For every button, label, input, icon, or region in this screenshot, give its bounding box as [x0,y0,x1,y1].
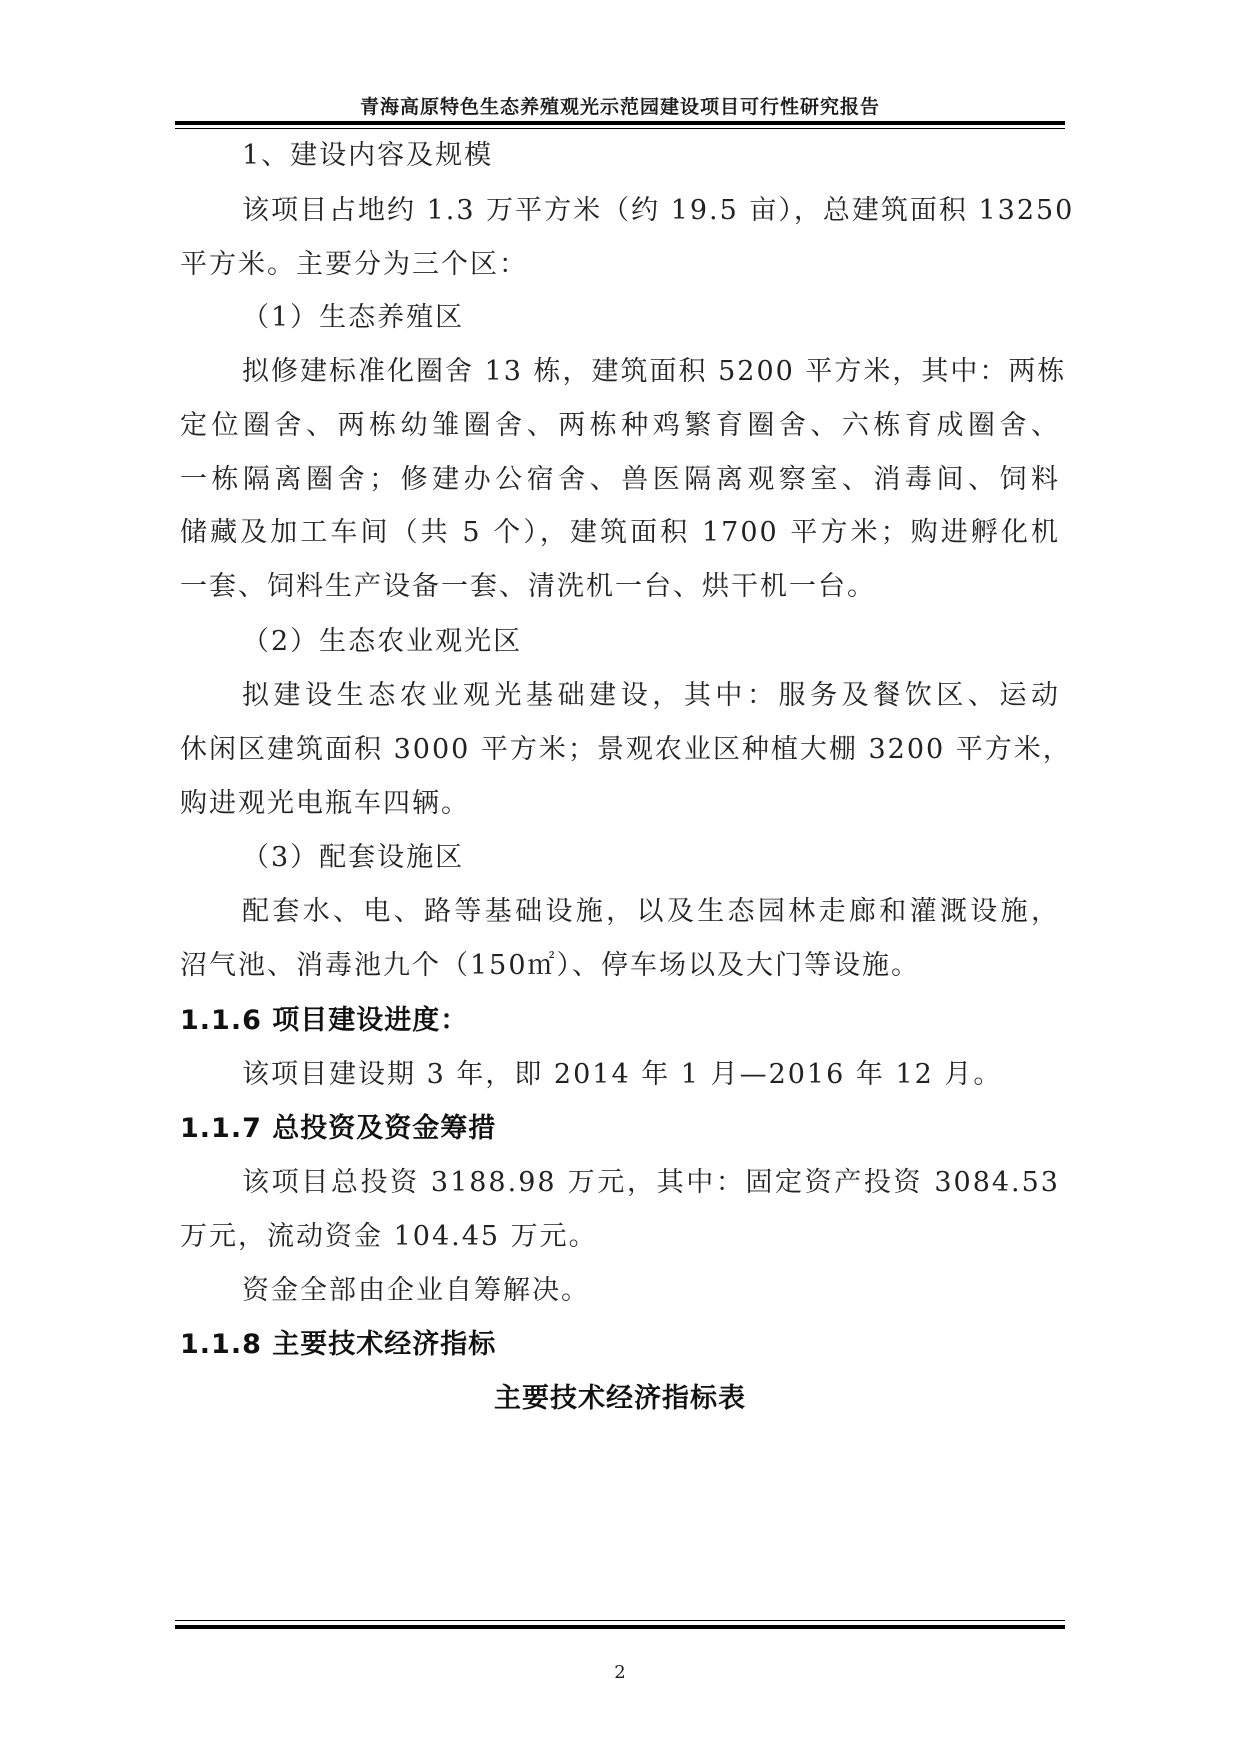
paragraph-line: 沼气池、消毒池九个（150㎡）、停车场以及大门等设施。 [180,950,921,981]
paragraph-line: 储藏及加工车间（共 5 个），建筑面积 1700 平方米；购进孵化机 [180,517,1060,548]
page-header-title: 青海高原特色生态养殖观光示范园建设项目可行性研究报告 [359,96,880,118]
paragraph-line: 该项目建设期 3 年，即 2014 年 1 月—2016 年 12 月。 [242,1059,1003,1090]
zone-title-breeding: （1）生态养殖区 [242,302,465,333]
paragraph-line: 资金全部由企业自筹解决。 [242,1275,590,1306]
paragraph-line: 平方米。主要分为三个区： [180,249,528,280]
heading-1-1-6: 1.1.6 项目建设进度： [180,1005,469,1036]
section-title-construction: 1、建设内容及规模 [242,140,494,171]
paragraph-line: 该项目占地约 1.3 万平方米（约 19.5 亩），总建筑面积 13250 [242,195,1075,226]
paragraph-line: 拟修建标准化圈舍 13 栋，建筑面积 5200 平方米，其中：两栋 [242,356,1067,387]
header-rule-thin [175,128,1065,129]
paragraph-line: 一套、饲料生产设备一套、清洗机一台、烘干机一台。 [180,571,876,602]
paragraph-line: 购进观光电瓶车四辆。 [180,788,470,819]
heading-1-1-8: 1.1.8 主要技术经济指标 [180,1329,497,1360]
heading-1-1-7: 1.1.7 总投资及资金筹措 [180,1113,497,1144]
paragraph-line: 一栋隔离圈舍；修建办公宿舍、兽医隔离观察室、消毒间、饲料 [180,464,1060,495]
paragraph-line: 配套水、电、路等基础设施，以及生态园林走廊和灌溉设施， [242,896,1060,927]
zone-title-facilities: （3）配套设施区 [242,842,465,873]
paragraph-line: 万元，流动资金 104.45 万元。 [180,1221,598,1252]
paragraph-line: 休闲区建筑面积 3000 平方米；景观农业区种植大棚 3200 平方米， [180,734,1072,765]
footer-rule-thick [175,1625,1065,1629]
footer-rule-thin [175,1620,1065,1621]
paragraph-line: 拟建设生态农业观光基础建设，其中：服务及餐饮区、运动 [242,680,1060,711]
page-number: 2 [614,1662,626,1683]
paragraph-line: 定位圈舍、两栋幼雏圈舍、两栋种鸡繁育圈舍、六栋育成圈舍、 [180,410,1060,441]
table-title: 主要技术经济指标表 [494,1383,746,1414]
paragraph-line: 该项目总投资 3188.98 万元，其中：固定资产投资 3084.53 [242,1167,1060,1198]
zone-title-sightseeing: （2）生态农业观光区 [242,626,523,657]
header-rule-thick [175,121,1065,125]
